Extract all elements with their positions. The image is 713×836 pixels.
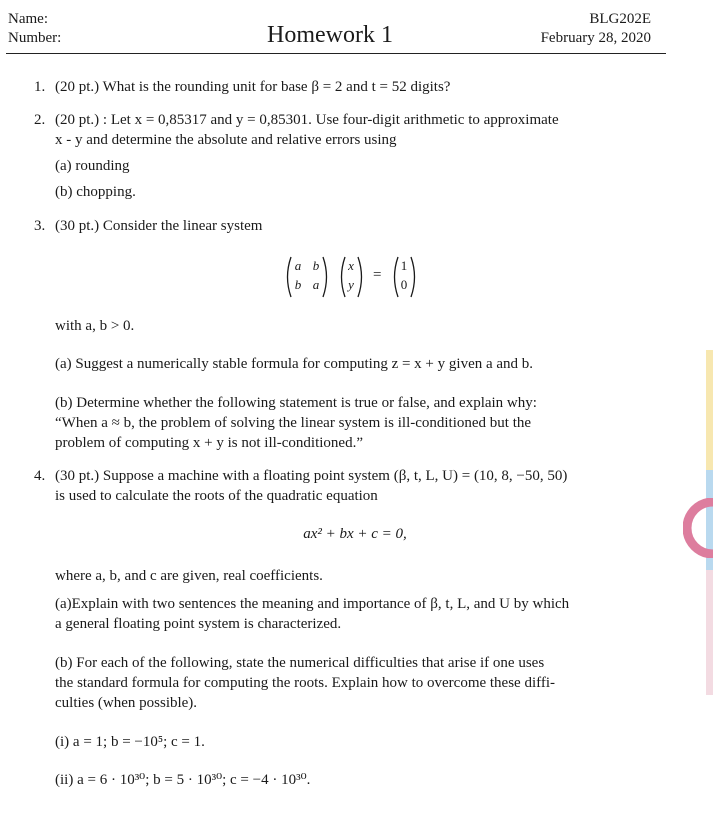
q4-equation: ax² + bx + c = 0, (303, 526, 407, 542)
rhs-r1: 1 (400, 258, 408, 273)
header-rule (6, 53, 666, 54)
vector-v2: y (348, 277, 354, 292)
header-right (541, 10, 651, 48)
q2-part-a: (a) rounding (55, 158, 130, 174)
matrix-a12: b (312, 258, 320, 273)
q4-case-ii: (ii) a = 6 · 10³⁰; b = 5 · 10³⁰; c = −4 · 10³⁰. (55, 772, 311, 788)
q1-number: 1. (34, 79, 46, 95)
page-title: Homework 1 (267, 22, 393, 48)
q4-case-i: (i) a = 1; b = −10⁵; c = 1. (55, 734, 205, 750)
q3-with: with a, b > 0. (55, 318, 135, 334)
q4-part-b-line2: the standard formula for computing the roots. Explain how to overcome these diffi- (55, 675, 556, 691)
q3-part-a: (a) Suggest a numerically stable formula for computing z = x + y given a and b. (55, 356, 534, 372)
linear-system-equation (283, 256, 443, 300)
vector-right-paren (356, 256, 366, 298)
q4-number: 4. (34, 468, 46, 484)
edge-strip-pink (706, 570, 713, 695)
matrix-a22: a (312, 277, 320, 292)
q4-part-b-line3: culties (when possible). (55, 695, 198, 711)
rhs-r2: 0 (400, 277, 408, 292)
number-label: Number: (8, 30, 62, 46)
q2-line2: x - y and determine the absolute and relative errors using (55, 132, 397, 148)
due-date: February 28, 2020 (540, 30, 651, 46)
q3-part-b-line3: problem of computing x + y is not ill-conditioned.” (55, 435, 363, 451)
q3-part-b-line2: “When a ≈ b, the problem of solving the linear system is ill-conditioned but the (55, 415, 532, 431)
q4-part-a-line2: a general floating point system is characterized. (55, 616, 342, 632)
q4-line2: is used to calculate the roots of the quadratic equation (55, 488, 378, 504)
q4-line1: (30 pt.) Suppose a machine with a floating point system (β, t, L, U) = (10, 8, −50, 50) (55, 468, 568, 484)
matrix-right-paren (321, 256, 331, 298)
rhs-right-paren (409, 256, 419, 298)
matrix-a11: a (294, 258, 302, 273)
q3-text: (30 pt.) Consider the linear system (55, 218, 263, 234)
binding-ring-shape (683, 498, 713, 558)
q2-line1: (20 pt.) : Let x = 0,85317 and y = 0,85301. Use four-digit arithmetic to approximate (55, 112, 559, 128)
q4-where: where a, b, and c are given, real coefficients. (55, 568, 323, 584)
q4-part-b-line1: (b) For each of the following, state the numerical difficulties that arise if one uses (55, 655, 545, 671)
q3-part-b-line1: (b) Determine whether the following statement is true or false, and explain why: (55, 395, 537, 411)
name-label: Name: (8, 11, 48, 27)
q2-part-b: (b) chopping. (55, 184, 136, 200)
matrix-a21: b (294, 277, 302, 292)
q1-text: (20 pt.) What is the rounding unit for base β = 2 and t = 52 digits? (55, 79, 451, 95)
course-code: BLG202E (589, 11, 651, 27)
q4-part-a-line1: (a)Explain with two sentences the meaning and importance of β, t, L, and U by which (55, 596, 570, 612)
equals-sign: = (373, 267, 382, 283)
q3-number: 3. (34, 218, 46, 234)
edge-strip-yellow (706, 350, 713, 470)
q2-number: 2. (34, 112, 46, 128)
vector-v1: x (348, 258, 354, 273)
